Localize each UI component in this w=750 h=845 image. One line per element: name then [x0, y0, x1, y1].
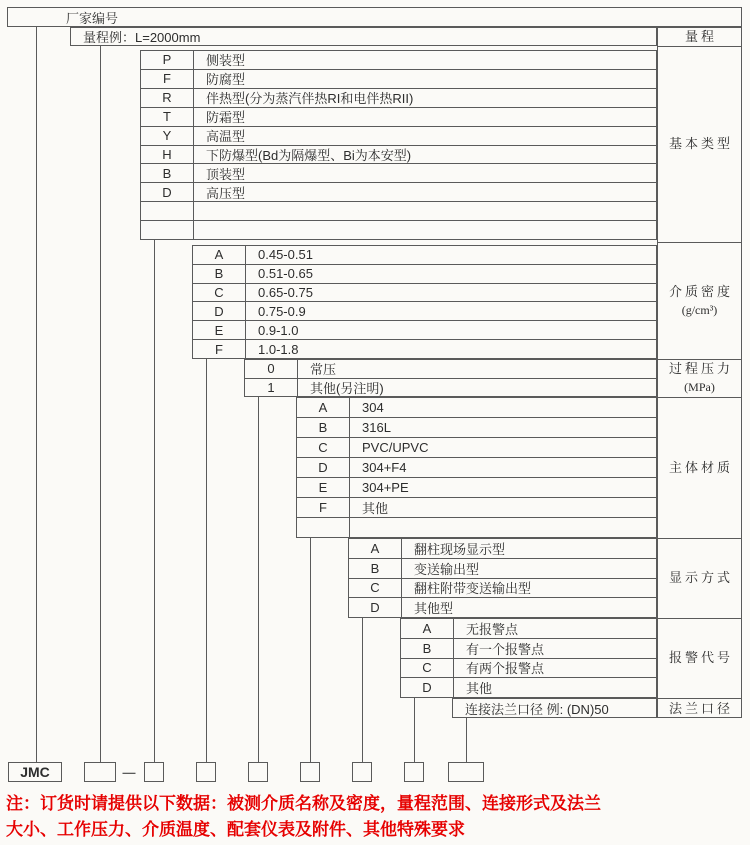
desc-cell: 0.45-0.51 [258, 247, 313, 263]
section-label-range: 量程 [658, 28, 741, 47]
code-cell: B [141, 164, 194, 182]
table-row [141, 88, 656, 107]
table-row [297, 437, 656, 457]
desc-cell: PVC/UPVC [362, 440, 429, 455]
ordering-note-line2: 大小、工作压力、介质温度、配套仪表及附件、其他特殊要求 [6, 819, 465, 839]
empty-row [297, 517, 656, 537]
desc-cell [194, 202, 656, 220]
desc-cell: 有两个报警点 [466, 661, 545, 677]
code-cell: A [297, 398, 350, 417]
code-cell: B [349, 559, 402, 578]
code-cell: F [193, 340, 246, 358]
code-cell [141, 202, 194, 220]
pressure-table [244, 359, 657, 397]
table-row [141, 182, 656, 201]
code-cell: A [193, 246, 246, 264]
code-cell [297, 518, 350, 537]
connector-line-material [310, 538, 311, 762]
code-cell: Y [141, 127, 194, 145]
code-cell: 0 [245, 360, 298, 378]
table-row [349, 539, 656, 558]
range-example-text: 量程例：L=2000mm [83, 30, 201, 45]
connector-line-density [206, 359, 207, 762]
table-row [193, 283, 656, 302]
code-cell: B [401, 639, 454, 658]
connector-line-display-mode [362, 618, 363, 762]
desc-cell: 304 [362, 400, 384, 415]
table-row [401, 638, 656, 658]
desc-cell: 304+PE [362, 480, 409, 495]
table-row [193, 320, 656, 339]
flange-size-row [452, 698, 657, 718]
code-cell: E [297, 478, 350, 497]
code-cell: R [141, 89, 194, 107]
code-cell: A [349, 539, 402, 558]
connector-line-manufacturer [36, 27, 37, 762]
code-cell: D [349, 598, 402, 617]
empty-row [141, 220, 656, 239]
code-cell: C [193, 284, 246, 302]
table-row [141, 145, 656, 164]
code-cell: C [401, 659, 454, 678]
section-label-alarm: 报警代号 [658, 619, 741, 699]
table-row [141, 69, 656, 88]
code-cell: H [141, 146, 194, 164]
desc-cell: 变送输出型 [414, 561, 480, 577]
section-label-material: 主体材质 [658, 398, 741, 539]
desc-cell: 其他 [466, 681, 493, 697]
code-box-basic-type [144, 762, 164, 782]
section-labels-column [657, 27, 742, 718]
code-cell: F [297, 498, 350, 517]
desc-cell: 无报警点 [466, 621, 519, 637]
table-row [193, 339, 656, 358]
table-row [297, 477, 656, 497]
desc-cell: 伴热型(分为蒸汽伴热RI和电伴热RII) [206, 91, 414, 107]
table-row [245, 378, 656, 397]
code-cell: C [297, 438, 350, 457]
code-cell: F [141, 70, 194, 88]
desc-cell: 0.65-0.75 [258, 285, 313, 301]
desc-cell [194, 221, 656, 239]
table-row [141, 126, 656, 145]
code-box-flange [448, 762, 484, 782]
desc-cell: 0.9-1.0 [258, 322, 299, 338]
desc-cell: 防霜型 [206, 110, 246, 126]
alarm-code-table [400, 618, 657, 698]
code-box-pressure [248, 762, 268, 782]
connector-line-flange [466, 718, 467, 762]
table-row [193, 264, 656, 283]
model-code-dash: — [122, 764, 136, 780]
table-row [297, 497, 656, 517]
table-row [349, 597, 656, 617]
manufacturer-code-label: 厂家编号 [66, 10, 119, 26]
code-cell: D [401, 678, 454, 697]
desc-cell: 高压型 [206, 185, 246, 201]
code-cell: P [141, 51, 194, 69]
model-prefix-box: JMC [8, 762, 62, 782]
desc-cell: 1.0-1.8 [258, 341, 299, 357]
code-cell: D [297, 458, 350, 477]
density-table [192, 245, 657, 359]
code-box-material [300, 762, 320, 782]
table-row [141, 107, 656, 126]
range-example-row [70, 27, 657, 46]
table-row [401, 619, 656, 638]
table-row [349, 558, 656, 578]
desc-cell: 0.51-0.65 [258, 266, 313, 282]
table-row [297, 457, 656, 477]
desc-cell: 顶装型 [206, 166, 246, 182]
table-row [401, 677, 656, 697]
code-box-alarm [404, 762, 424, 782]
empty-row [141, 201, 656, 220]
table-row [245, 360, 656, 378]
desc-cell: 其他(另注明) [310, 380, 384, 396]
connector-line-alarm [414, 698, 415, 762]
code-cell: E [193, 321, 246, 339]
section-label-flange: 法兰口径 [668, 700, 733, 716]
desc-cell: 翻柱现场显示型 [414, 541, 506, 557]
basic-type-table [140, 50, 657, 240]
section-label-basic-type: 基本类型 [658, 47, 741, 243]
table-row [401, 658, 656, 678]
table-row [193, 246, 656, 264]
code-cell: 1 [245, 379, 298, 397]
desc-cell: 其他型 [414, 601, 454, 617]
desc-cell: 防腐型 [206, 72, 246, 88]
code-cell: C [349, 579, 402, 598]
section-label-pressure: 过程压力 (MPa) [658, 360, 741, 398]
section-label-display-mode: 显示方式 [658, 539, 741, 619]
code-box-range [84, 762, 116, 782]
desc-cell: 下防爆型(Bd为隔爆型、Bi为本安型) [206, 147, 412, 163]
code-cell: D [141, 183, 194, 201]
display-mode-table [348, 538, 657, 618]
desc-cell: 常压 [310, 362, 337, 378]
table-row [297, 417, 656, 437]
code-cell: A [401, 619, 454, 638]
table-row [349, 578, 656, 598]
desc-cell: 304+F4 [362, 460, 407, 475]
table-row [141, 163, 656, 182]
desc-cell [350, 518, 656, 537]
desc-cell: 有一个报警点 [466, 641, 545, 657]
connector-line-pressure [258, 397, 259, 762]
section-label-density: 介质密度 (g/cm³) [658, 243, 741, 360]
manufacturer-code-row [7, 7, 742, 27]
material-table [296, 397, 657, 538]
table-row [193, 301, 656, 320]
ordering-note-line1: 注：订货时请提供以下数据：被测介质名称及密度，量程范围、连接形式及法兰 [6, 794, 601, 813]
code-cell: B [193, 265, 246, 283]
code-cell: B [297, 418, 350, 437]
desc-cell: 0.75-0.9 [258, 303, 306, 319]
code-box-density [196, 762, 216, 782]
desc-cell: 316L [362, 420, 391, 435]
flange-size-text: 连接法兰口径 例: (DN)50 [465, 701, 609, 717]
code-cell: T [141, 108, 194, 126]
desc-cell: 翻柱附带变送输出型 [414, 581, 532, 597]
desc-cell: 其他 [362, 501, 389, 516]
table-row [297, 398, 656, 417]
code-cell: D [193, 302, 246, 320]
connector-line-range [100, 46, 101, 762]
table-row [141, 51, 656, 69]
ordering-note [6, 791, 748, 842]
desc-cell: 高温型 [206, 129, 246, 145]
code-box-display-mode [352, 762, 372, 782]
code-cell [141, 221, 194, 239]
desc-cell: 侧装型 [206, 53, 246, 69]
connector-line-basic-type [154, 240, 155, 762]
